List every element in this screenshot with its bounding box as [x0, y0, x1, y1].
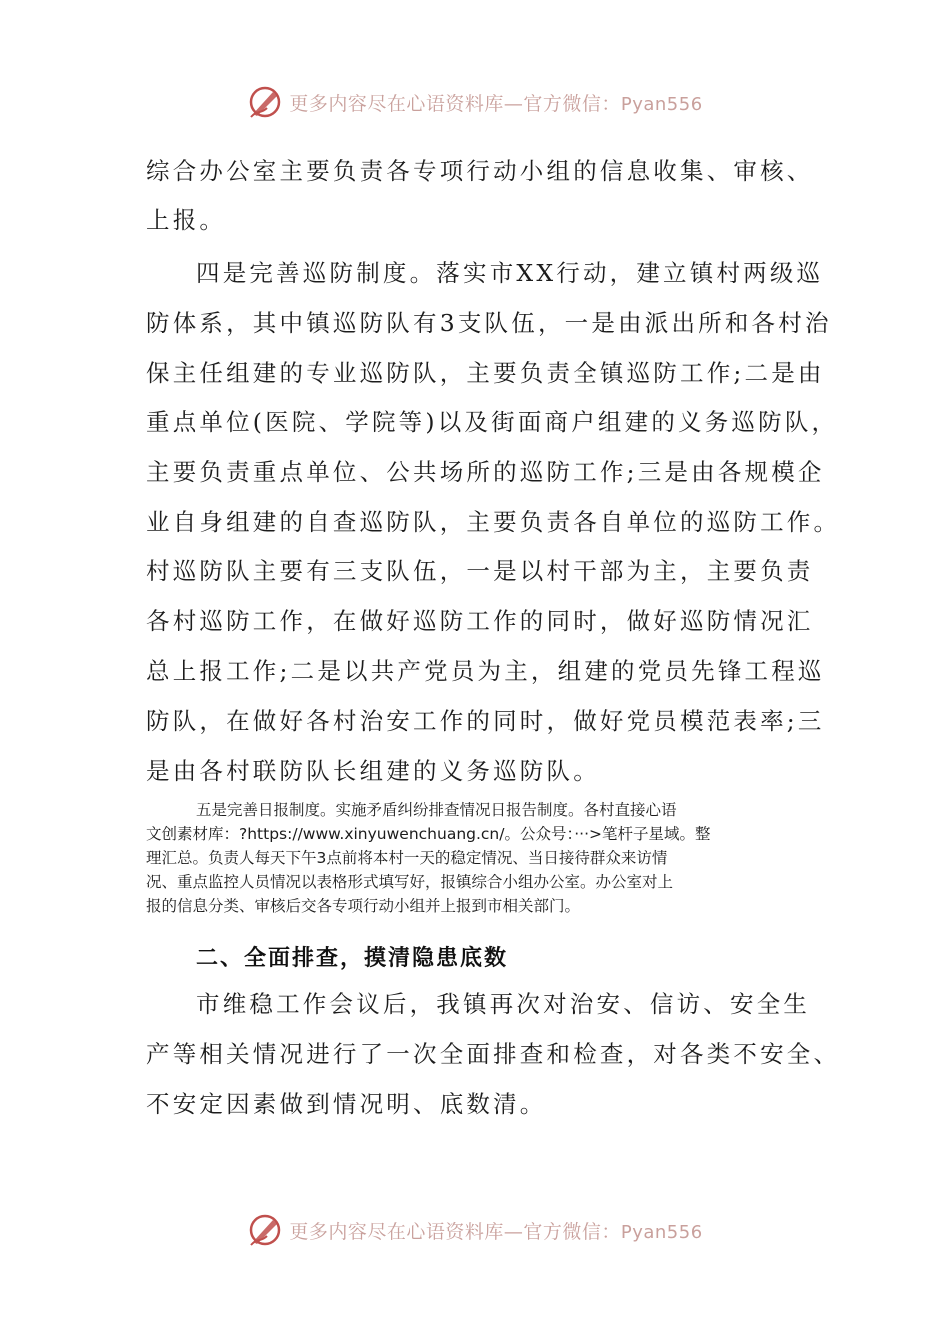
paragraph-3-line: 理汇总。负责人每天下午3点前将本村一天的稳定情况、当日接待群众来访情 [146, 849, 668, 867]
paragraph-2-line: 防体系，其中镇巡防队有3支队伍，一是由派出所和各村治 [146, 309, 832, 337]
watermark-text-en: Pyan556 [620, 1221, 703, 1243]
section-heading: 二、全面排查，摸清隐患底数 [196, 946, 509, 971]
paragraph-2-line: 主要负责重点单位、公共场所的巡防工作;三是由各规模企 [146, 458, 825, 486]
watermark-banner-bottom [0, 1210, 950, 1250]
watermark-text [289, 89, 702, 116]
paragraph-2-line: 村巡防队主要有三支队伍，一是以村干部为主，主要负责 [146, 557, 814, 585]
pen-logo-icon [247, 84, 283, 120]
watermark-text-cn: 更多内容尽在心语资料库—官方微信： [289, 1220, 621, 1243]
paragraph-4-line: 不安定因素做到情况明、底数清。 [146, 1090, 547, 1118]
paragraph-1-line: 上报。 [146, 206, 227, 234]
paragraph-1-line: 综合办公室主要负责各专项行动小组的信息收集、审核、 [146, 157, 814, 185]
watermark-banner-top [0, 82, 950, 122]
watermark-text-cn: 更多内容尽在心语资料库—官方微信： [289, 92, 621, 115]
pen-logo-icon [247, 1212, 283, 1248]
paragraph-2-line: 总上报工作;二是以共产党员为主，组建的党员先锋工程巡 [146, 657, 825, 685]
paragraph-3-line: 五是完善日报制度。实施矛盾纠纷排查情况日报告制度。各村直接心语 [196, 801, 677, 819]
paragraph-2-line: 防队，在做好各村治安工作的同时，做好党员模范表率;三 [146, 707, 825, 735]
paragraph-2-line: 保主任组建的专业巡防队，主要负责全镇巡防工作;二是由 [146, 359, 825, 387]
paragraph-3-line: 文创素材库：?https://www.xinyuwenchuang.cn/。公众号：···>笔杆子星域。整 [146, 825, 711, 843]
paragraph-2-line: 业自身组建的自查巡防队，主要负责各自单位的巡防工作。 [146, 508, 841, 536]
paragraph-2-line: 重点单位(医院、学院等)以及街面商户组建的义务巡防队， [146, 408, 839, 436]
paragraph-2-line: 各村巡防工作，在做好巡防工作的同时，做好巡防情况汇 [146, 607, 814, 635]
paragraph-3-line: 报的信息分类、审核后交各专项行动小组并上报到市相关部门。 [146, 897, 581, 915]
paragraph-4-line: 市维稳工作会议后，我镇再次对治安、信访、安全生 [196, 990, 811, 1018]
paragraph-3-line: 况、重点监控人员情况以表格形式填写好，报镇综合小组办公室。办公室对上 [146, 873, 674, 891]
watermark-text-en: Pyan556 [620, 93, 703, 115]
paragraph-4-line: 产等相关情况进行了一次全面排查和检查，对各类不安全、 [146, 1040, 841, 1068]
paragraph-2-line: 是由各村联防队长组建的义务巡防队。 [146, 757, 600, 785]
watermark-text [289, 1217, 702, 1244]
paragraph-2-line: 四是完善巡防制度。落实市XX行动，建立镇村两级巡 [196, 259, 824, 287]
